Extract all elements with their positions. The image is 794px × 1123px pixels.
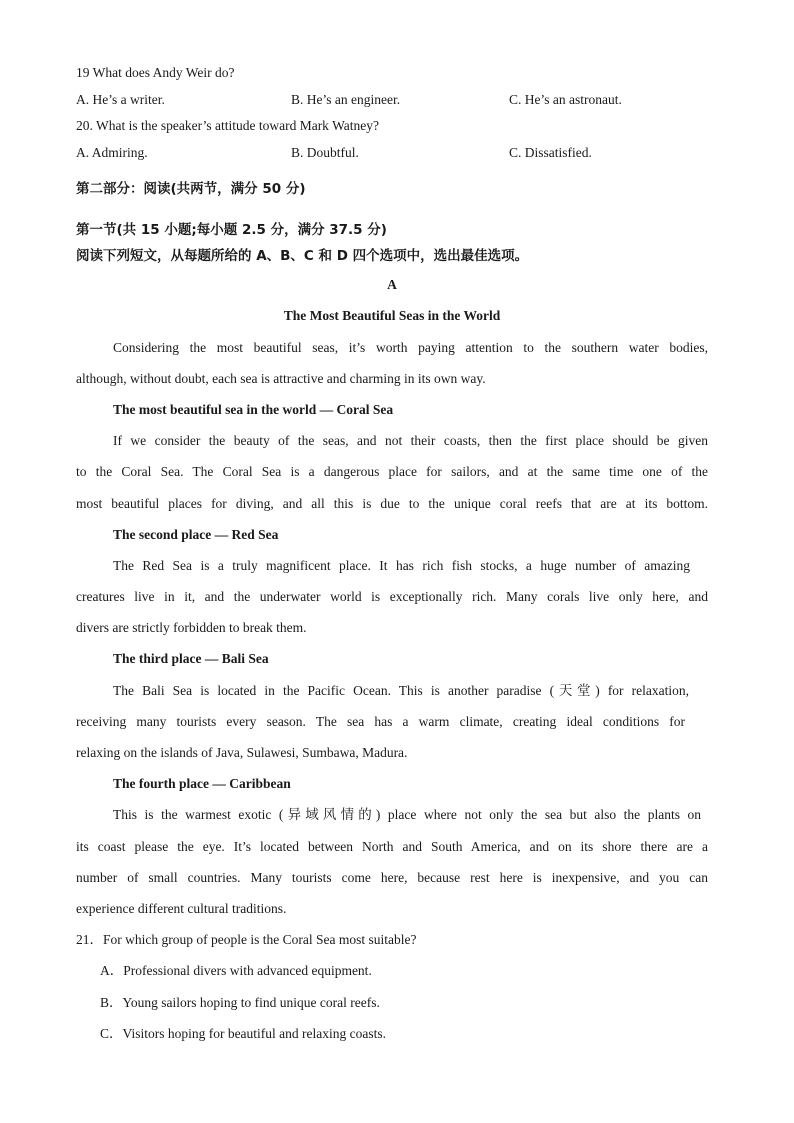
- question-21-stem: 21．For which group of people is the Coral Sea most suitable?: [76, 932, 417, 947]
- paragraph-line: most beautiful places for diving, and all this is due to the unique coral reefs that are at its bottom.: [76, 496, 708, 511]
- paragraph-line: experience different cultural traditions.: [76, 901, 287, 916]
- part2-heading: 第二部分：阅读(共两节，满分 50 分): [76, 181, 306, 197]
- passage-label: A: [387, 277, 397, 292]
- intro-line: Considering the most beautiful seas, it’s worth paying attention to the southern water bodies,: [113, 340, 708, 355]
- section-heading-bali-sea: The third place — Bali Sea: [113, 651, 269, 666]
- question-21-option-b: B．Young sailors hoping to find unique coral reefs.: [100, 995, 380, 1010]
- paragraph-line: divers are strictly forbidden to break them.: [76, 620, 307, 635]
- question-20-option-a: A. Admiring.: [76, 145, 148, 160]
- question-19-option-c: C. He’s an astronaut.: [509, 92, 622, 107]
- question-19-option-a: A. He’s a writer.: [76, 92, 165, 107]
- section-heading-red-sea: The second place — Red Sea: [113, 527, 279, 542]
- paragraph-line: number of small countries. Many tourists come here, because rest here is inexpensive, and you can: [76, 870, 708, 885]
- paragraph-line: creatures live in it, and the underwater world is exceptionally rich. Many corals live only here, and: [76, 589, 708, 604]
- section-heading-coral-sea: The most beautiful sea in the world — Coral Sea: [113, 402, 394, 417]
- paragraph-line: to the Coral Sea. The Coral Sea is a dangerous place for sailors, and at the same time one of the: [76, 464, 708, 479]
- question-19-option-b: B. He’s an engineer.: [291, 92, 401, 107]
- question-19-stem: 19 What does Andy Weir do?: [76, 65, 235, 80]
- question-21-option-c: C．Visitors hoping for beautiful and relaxing coasts.: [100, 1026, 387, 1041]
- paragraph-line: If we consider the beauty of the seas, and not their coasts, then the first place should be given: [113, 433, 708, 448]
- section1-heading: 第一节(共 15 小题;每小题 2.5 分，满分 37.5 分): [76, 222, 387, 238]
- question-20-option-b: B. Doubtful.: [291, 145, 359, 160]
- question-20-option-c: C. Dissatisfied.: [509, 145, 592, 160]
- section-heading-caribbean: The fourth place — Caribbean: [113, 776, 291, 791]
- intro-line: although, without doubt, each sea is attractive and charming in its own way.: [76, 371, 486, 386]
- paragraph-line: This is the warmest exotic (异域风情的) place where not only the sea but also the plants on: [113, 807, 701, 822]
- passage-title: The Most Beautiful Seas in the World: [283, 308, 501, 323]
- paragraph-line: receiving many tourists every season. The sea has a warm climate, creating ideal conditions for: [76, 714, 685, 729]
- paragraph-line: relaxing on the islands of Java, Sulawesi, Sumbawa, Madura.: [76, 745, 408, 760]
- reading-instruction: 阅读下列短文，从每题所给的 A、B、C 和 D 四个选项中，选出最佳选项。: [76, 248, 529, 264]
- question-20-stem: 20. What is the speaker’s attitude toward Mark Watney?: [76, 118, 379, 133]
- paragraph-line: its coast please the eye. It’s located between North and South America, and on its shore there are a: [76, 839, 708, 854]
- question-21-option-a: A．Professional divers with advanced equipment.: [100, 963, 372, 978]
- paragraph-line: The Bali Sea is located in the Pacific Ocean. This is another paradise (天堂) for relaxation,: [113, 683, 689, 698]
- paragraph-line: The Red Sea is a truly magnificent place. It has rich fish stocks, a huge number of amazing: [113, 558, 690, 573]
